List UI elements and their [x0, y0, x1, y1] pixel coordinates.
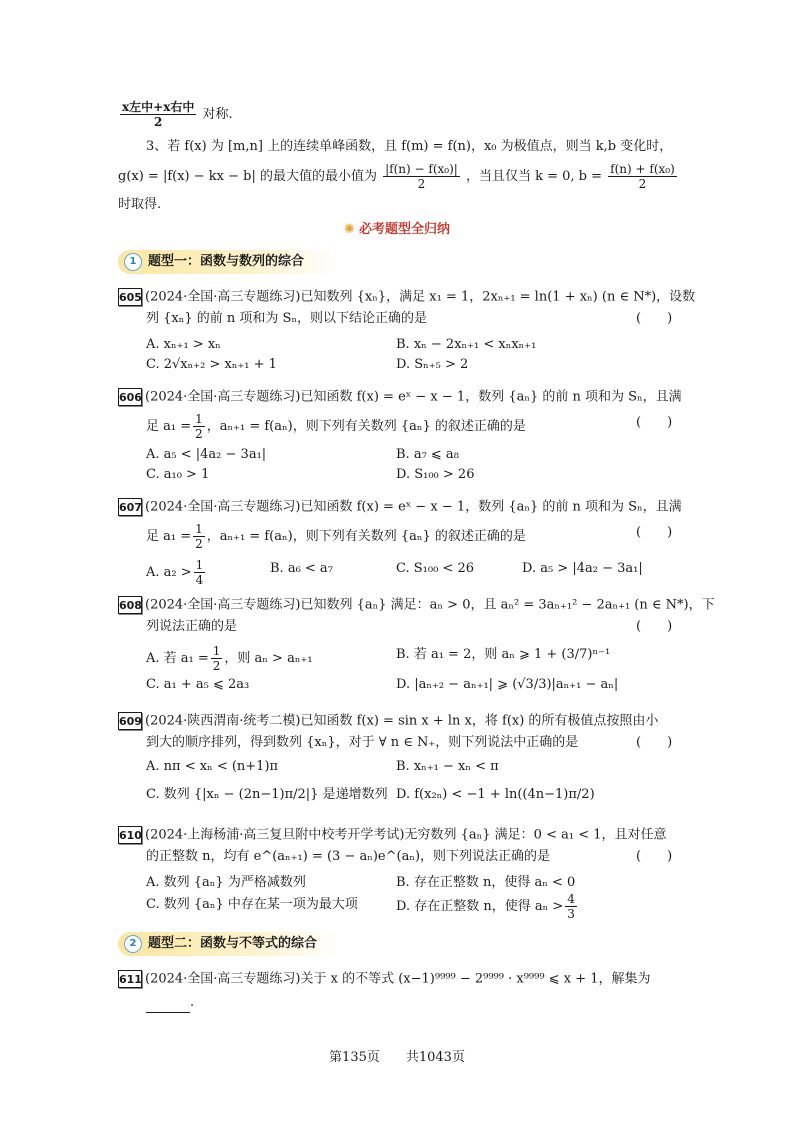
option-610-d: D. 存在正整数 n，使得 aₙ > $\frac{4}{3}$ [396, 892, 575, 921]
intro-fraction: $\frac{\text{x左中+x右中}}{2}$ [122, 100, 195, 129]
question-number-610: 610 [118, 826, 142, 844]
question-number-607: 607 [118, 498, 142, 516]
question-605-line-2: 列 {xₙ} 的前 n 项和为 Sₙ，则以下结论正确的是 [146, 311, 428, 326]
option-610-c: C. 数列 {aₙ} 中存在某一项为最大项 [146, 897, 358, 912]
question-number-611: 611 [118, 970, 142, 988]
intro-line-2: 3、若 f(x) 为 [m,n] 上的连续单峰函数，且 f(m) = f(n)，x₀ 为极值点，则当 k,b 变化时， [146, 139, 673, 154]
sun-icon: ✺ [344, 222, 355, 237]
question-610-line-1: 610 (2024·上海杨浦·高三复旦附中校考开学考试)无穷数列 {aₙ} 满足：0 < a₁ < 1，且对任意 [119, 827, 667, 843]
page-footer: 第135页 共1043页 [329, 1050, 465, 1065]
intro-line-3: g(x) = |f(x) − kx − b| 的最大值的最小值为 $\frac{\text{|f(n) − f(x₀)|}}{2}$ ，当且仅当 k = 0, b = $\frac{\text{f(n) + f(x₀)}}{2}$ [118, 162, 675, 191]
question-number-609: 609 [118, 712, 142, 730]
question-608-line-2: 列说法正确的是 [146, 619, 238, 634]
question-606-line-2: 足 a₁ = $\frac{1}{2}$ ，aₙ₊₁ = f(aₙ)，则下列有关数列 {aₙ} 的叙述正确的是 [146, 412, 526, 441]
option-606-a: A. a₅ < |4a₂ − 3a₁| [146, 447, 267, 462]
answer-paren-608: ( ) [636, 619, 673, 634]
answer-paren-609: ( ) [636, 735, 673, 750]
center-title: ✺ 必考题型全归纳 [344, 222, 450, 237]
option-608-c: C. a₁ + a₅ ⩽ 2a₃ [146, 677, 250, 692]
question-number-605: 605 [118, 288, 142, 306]
option-606-d: D. S₁₀₀ > 26 [396, 467, 475, 482]
section-header-1: 1 题型一：函数与数列的综合 [118, 250, 338, 274]
option-609-b: B. xₙ₊₁ − xₙ < π [396, 759, 499, 774]
question-611-line-1: 611 (2024·全国·高三专题练习)关于 x 的不等式 (x−1)⁹⁹⁹⁹ − 2⁹⁹⁹⁹ · x⁹⁹⁹⁹ ⩽ x + 1，解集为 [119, 971, 651, 987]
option-608-b: B. 若 a₁ = 2，则 aₙ ⩾ 1 + (3/7)ⁿ⁻¹ [396, 647, 611, 662]
section-badge-2: 2 [124, 935, 142, 953]
option-605-b: B. xₙ − 2xₙ₊₁ < xₙxₙ₊₁ [396, 337, 537, 352]
section-badge-1: 1 [124, 253, 142, 271]
question-611-line-2: . [146, 994, 194, 1013]
option-605-d: D. Sₙ₊₅ > 2 [396, 357, 469, 372]
question-610-line-2: 的正整数 n，均有 e^(aₙ₊₁) = (3 − aₙ)e^(aₙ)，则下列说法正确的是 [146, 849, 551, 864]
option-610-a: A. 数列 {aₙ} 为严格减数列 [146, 875, 306, 890]
question-number-608: 608 [118, 596, 142, 614]
option-607-c: C. S₁₀₀ < 26 [396, 561, 474, 576]
question-607-line-1: 607 (2024·全国·高三专题练习)已知函数 f(x) = eˣ − x − 1，数列 {aₙ} 的前 n 项和为 Sₙ，且满 [119, 499, 682, 515]
question-609-line-1: 609 (2024·陕西渭南·统考二模)已知函数 f(x) = sin x + ln x，将 f(x) 的所有极值点按照由小 [119, 713, 659, 729]
option-608-a: A. 若 a₁ = $\frac{1}{2}$ ，则 aₙ > aₙ₊₁ [146, 644, 313, 673]
intro-line-1: $\frac{\text{x左中+x右中}}{2}$ 对称. [122, 100, 233, 129]
option-605-a: A. xₙ₊₁ > xₙ [146, 337, 221, 352]
answer-blank-611 [146, 994, 190, 1013]
answer-paren-610: ( ) [636, 849, 673, 864]
option-608-d: D. |aₙ₊₂ − aₙ₊₁| ⩾ (√3/3)|aₙ₊₁ − aₙ| [396, 677, 619, 692]
option-609-a: A. nπ < xₙ < (n+1)π [146, 759, 279, 774]
answer-paren-605: ( ) [636, 311, 673, 326]
question-608-line-1: 608 (2024·全国·高三专题练习)已知数列 {aₙ} 满足：aₙ > 0，且 aₙ² = 3aₙ₊₁² − 2aₙ₊₁ (n ∈ N*)，下 [119, 597, 715, 613]
question-number-606: 606 [118, 388, 142, 406]
question-605-line-1: 605 (2024·全国·高三专题练习)已知数列 {xₙ}，满足 x₁ = 1，2xₙ₊₁ = ln(1 + xₙ) (n ∈ N*)，设数 [119, 289, 696, 305]
question-609-line-2: 到大的顺序排列，得到数列 {xₙ}，对于 ∀ n ∈ N₊，则下列说法中正确的是 [146, 735, 579, 750]
answer-paren-607: ( ) [636, 525, 673, 540]
option-605-c: C. 2√xₙ₊₂ > xₙ₊₁ + 1 [146, 357, 277, 372]
option-607-d: D. a₅ > |4a₂ − 3a₁| [522, 561, 643, 576]
question-606-line-1: 606 (2024·全国·高三专题练习)已知函数 f(x) = eˣ − x − 1，数列 {aₙ} 的前 n 项和为 Sₙ，且满 [119, 389, 682, 405]
option-607-a: A. a₂ > $\frac{1}{4}$ [146, 558, 204, 587]
intro-line-4: 时取得. [118, 197, 162, 212]
intro-fraction-min: $\frac{\text{|f(n) − f(x₀)|}}{2}$ [385, 162, 458, 191]
option-610-b: B. 存在正整数 n，使得 aₙ < 0 [396, 875, 576, 890]
option-609-d: D. f(x₂ₙ) < −1 + ln((4n−1)π/2) [396, 787, 595, 802]
option-609-c: C. 数列 {|xₙ − (2n−1)π/2|} 是递增数列 [146, 787, 388, 802]
question-607-line-2: 足 a₁ = $\frac{1}{2}$ ，aₙ₊₁ = f(aₙ)，则下列有关数列 {aₙ} 的叙述正确的是 [146, 522, 526, 551]
option-607-b: B. a₆ < a₇ [270, 561, 333, 576]
intro-fraction-b: $\frac{\text{f(n) + f(x₀)}}{2}$ [610, 162, 675, 191]
section-header-2: 2 题型二：函数与不等式的综合 [118, 932, 338, 956]
option-606-b: B. a₇ ⩽ a₈ [396, 447, 459, 462]
answer-paren-606: ( ) [636, 415, 673, 430]
option-606-c: C. a₁₀ > 1 [146, 467, 210, 482]
